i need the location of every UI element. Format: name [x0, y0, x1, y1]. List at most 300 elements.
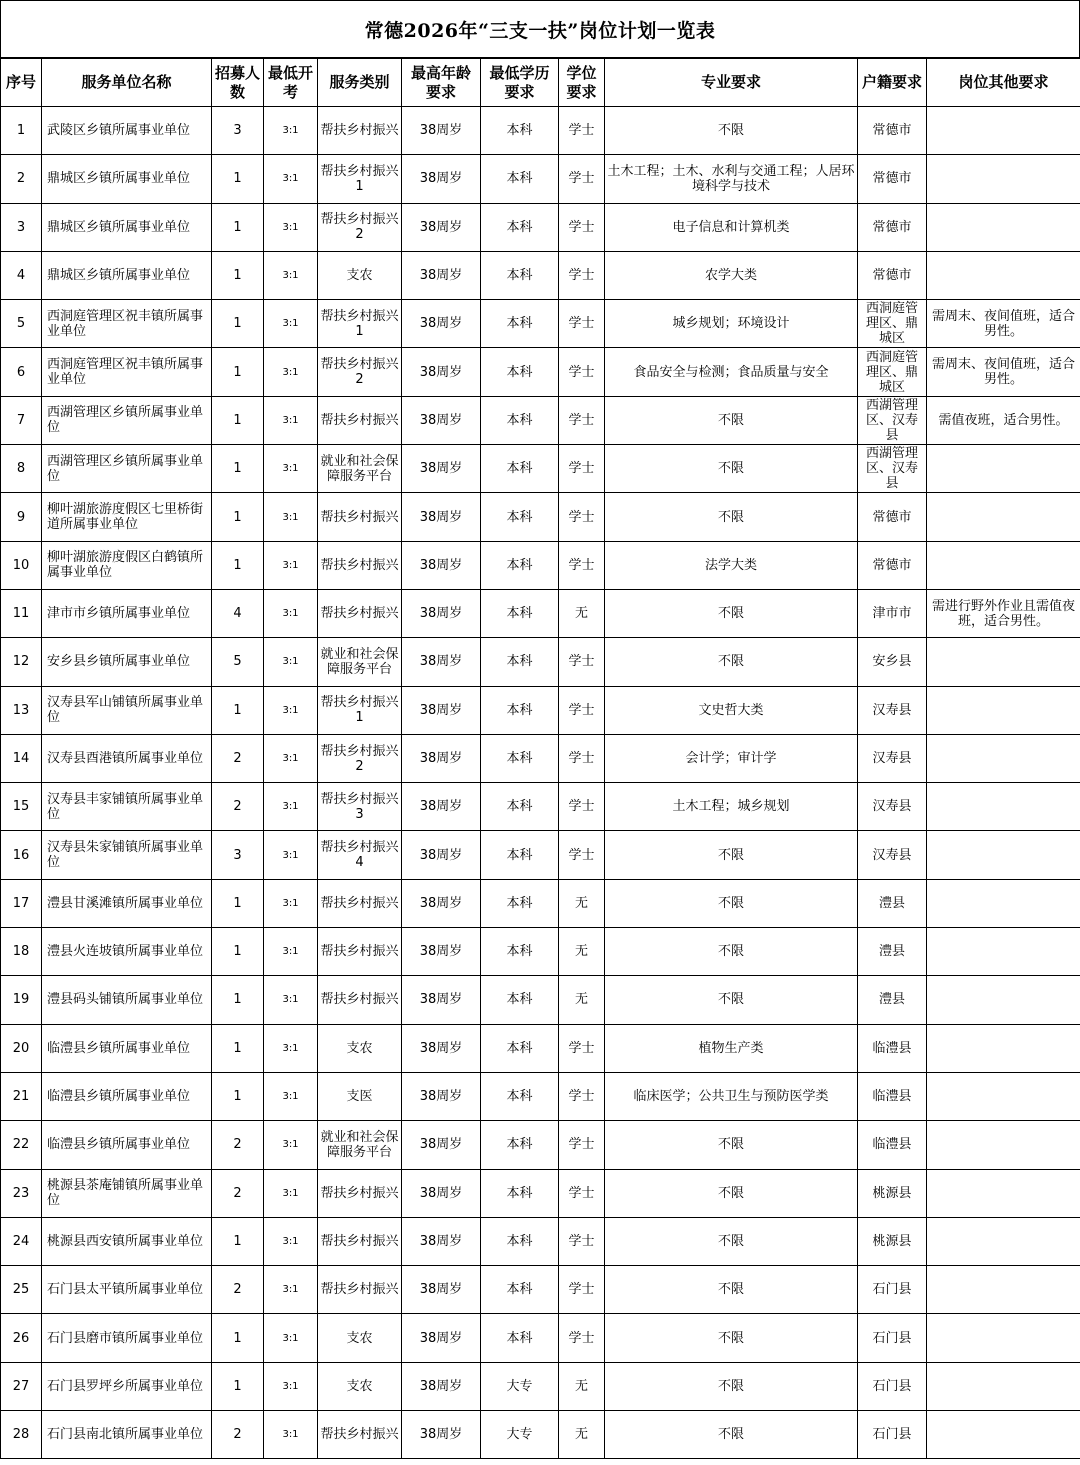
cell-edu: 本科 [481, 879, 559, 927]
cell-ratio: 3:1 [264, 638, 318, 686]
table-row [1, 1024, 1080, 1072]
cell-edu: 本科 [481, 107, 559, 155]
cell-type: 帮扶乡村振兴2 [318, 348, 402, 396]
cell-other [927, 1362, 1080, 1410]
cell-edu: 本科 [481, 493, 559, 541]
cell-other [927, 107, 1080, 155]
cell-unit: 武陵区乡镇所属事业单位 [42, 107, 212, 155]
cell-unit: 澧县甘溪滩镇所属事业单位 [42, 879, 212, 927]
cell-unit: 津市市乡镇所属事业单位 [42, 589, 212, 637]
cell-hukou: 西湖管理区、汉寿县 [858, 396, 927, 444]
cell-unit: 澧县火连坡镇所属事业单位 [42, 928, 212, 976]
cell-count: 1 [212, 300, 264, 348]
cell-other [927, 251, 1080, 299]
title-row [0, 0, 1080, 58]
cell-degree: 无 [559, 879, 605, 927]
cell-edu: 本科 [481, 445, 559, 493]
cell-count: 1 [212, 493, 264, 541]
cell-count: 1 [212, 879, 264, 927]
table-row [1, 734, 1080, 782]
cell-seq: 15 [1, 783, 42, 831]
cell-type: 帮扶乡村振兴 [318, 976, 402, 1024]
cell-count: 1 [212, 251, 264, 299]
cell-hukou: 临澧县 [858, 1121, 927, 1169]
cell-seq: 6 [1, 348, 42, 396]
cell-type: 帮扶乡村振兴3 [318, 783, 402, 831]
cell-major: 不限 [605, 1121, 858, 1169]
cell-major: 农学大类 [605, 251, 858, 299]
cell-hukou: 石门县 [858, 1314, 927, 1362]
cell-hukou: 石门县 [858, 1266, 927, 1314]
cell-count: 2 [212, 1121, 264, 1169]
cell-edu: 本科 [481, 686, 559, 734]
cell-major: 不限 [605, 493, 858, 541]
cell-major: 不限 [605, 445, 858, 493]
cell-ratio: 3:1 [264, 1411, 318, 1459]
cell-type: 帮扶乡村振兴 [318, 541, 402, 589]
cell-ratio: 3:1 [264, 1121, 318, 1169]
table-row [1, 589, 1080, 637]
cell-age: 38周岁 [402, 734, 481, 782]
cell-other [927, 879, 1080, 927]
cell-type: 帮扶乡村振兴1 [318, 155, 402, 203]
cell-other [927, 541, 1080, 589]
cell-age: 38周岁 [402, 1314, 481, 1362]
cell-count: 1 [212, 976, 264, 1024]
cell-unit: 汉寿县丰家铺镇所属事业单位 [42, 783, 212, 831]
cell-count: 3 [212, 831, 264, 879]
cell-ratio: 3:1 [264, 348, 318, 396]
cell-seq: 21 [1, 1072, 42, 1120]
cell-major: 食品安全与检测；食品质量与安全 [605, 348, 858, 396]
cell-hukou: 桃源县 [858, 1169, 927, 1217]
cell-degree: 学士 [559, 783, 605, 831]
cell-major: 植物生产类 [605, 1024, 858, 1072]
cell-hukou: 石门县 [858, 1411, 927, 1459]
cell-ratio: 3:1 [264, 107, 318, 155]
cell-edu: 本科 [481, 1121, 559, 1169]
cell-edu: 本科 [481, 1024, 559, 1072]
cell-age: 38周岁 [402, 638, 481, 686]
cell-other [927, 1072, 1080, 1120]
cell-hukou: 石门县 [858, 1362, 927, 1410]
cell-seq: 3 [1, 203, 42, 251]
cell-type: 帮扶乡村振兴 [318, 1217, 402, 1265]
cell-seq: 12 [1, 638, 42, 686]
cell-age: 38周岁 [402, 203, 481, 251]
cell-hukou: 汉寿县 [858, 783, 927, 831]
table-row [1, 783, 1080, 831]
cell-edu: 本科 [481, 203, 559, 251]
cell-unit: 临澧县乡镇所属事业单位 [42, 1121, 212, 1169]
cell-other [927, 1411, 1080, 1459]
cell-unit: 桃源县茶庵铺镇所属事业单位 [42, 1169, 212, 1217]
cell-type: 帮扶乡村振兴 [318, 493, 402, 541]
cell-other: 需值夜班，适合男性。 [927, 396, 1080, 444]
cell-unit: 鼎城区乡镇所属事业单位 [42, 203, 212, 251]
cell-unit: 鼎城区乡镇所属事业单位 [42, 251, 212, 299]
cell-major: 不限 [605, 976, 858, 1024]
cell-other [927, 1024, 1080, 1072]
cell-unit: 柳叶湖旅游度假区白鹤镇所属事业单位 [42, 541, 212, 589]
cell-age: 38周岁 [402, 783, 481, 831]
cell-seq: 9 [1, 493, 42, 541]
table-row [1, 396, 1080, 444]
cell-age: 38周岁 [402, 879, 481, 927]
cell-unit: 石门县南北镇所属事业单位 [42, 1411, 212, 1459]
cell-hukou: 安乡县 [858, 638, 927, 686]
cell-ratio: 3:1 [264, 1169, 318, 1217]
cell-type: 支农 [318, 1362, 402, 1410]
cell-count: 2 [212, 734, 264, 782]
cell-major: 不限 [605, 831, 858, 879]
cell-ratio: 3:1 [264, 203, 318, 251]
cell-hukou: 西湖管理区、汉寿县 [858, 445, 927, 493]
cell-hukou: 桃源县 [858, 1217, 927, 1265]
cell-hukou: 西洞庭管理区、鼎城区 [858, 348, 927, 396]
cell-edu: 本科 [481, 831, 559, 879]
cell-other [927, 155, 1080, 203]
cell-unit: 西湖管理区乡镇所属事业单位 [42, 445, 212, 493]
cell-count: 1 [212, 1362, 264, 1410]
cell-type: 帮扶乡村振兴1 [318, 686, 402, 734]
cell-seq: 23 [1, 1169, 42, 1217]
cell-edu: 本科 [481, 1266, 559, 1314]
cell-other [927, 493, 1080, 541]
header-ratio: 最低开考 [264, 59, 318, 107]
cell-seq: 13 [1, 686, 42, 734]
cell-unit: 汉寿县军山铺镇所属事业单位 [42, 686, 212, 734]
cell-count: 1 [212, 686, 264, 734]
cell-count: 4 [212, 589, 264, 637]
cell-count: 1 [212, 1217, 264, 1265]
cell-edu: 本科 [481, 783, 559, 831]
cell-degree: 学士 [559, 1072, 605, 1120]
cell-unit: 汉寿县朱家铺镇所属事业单位 [42, 831, 212, 879]
cell-other [927, 928, 1080, 976]
cell-ratio: 3:1 [264, 589, 318, 637]
cell-degree: 学士 [559, 686, 605, 734]
cell-hukou: 澧县 [858, 879, 927, 927]
cell-degree: 学士 [559, 1217, 605, 1265]
cell-major: 不限 [605, 638, 858, 686]
cell-hukou: 临澧县 [858, 1024, 927, 1072]
cell-degree: 无 [559, 1411, 605, 1459]
cell-major: 会计学；审计学 [605, 734, 858, 782]
table-row [1, 686, 1080, 734]
cell-edu: 本科 [481, 155, 559, 203]
cell-unit: 柳叶湖旅游度假区七里桥街道所属事业单位 [42, 493, 212, 541]
table-header [1, 59, 1080, 107]
cell-unit: 桃源县西安镇所属事业单位 [42, 1217, 212, 1265]
cell-count: 1 [212, 928, 264, 976]
cell-count: 1 [212, 541, 264, 589]
cell-unit: 澧县码头铺镇所属事业单位 [42, 976, 212, 1024]
table-row [1, 251, 1080, 299]
cell-other [927, 1314, 1080, 1362]
cell-degree: 学士 [559, 1121, 605, 1169]
cell-type: 帮扶乡村振兴2 [318, 734, 402, 782]
cell-seq: 28 [1, 1411, 42, 1459]
cell-unit: 石门县磨市镇所属事业单位 [42, 1314, 212, 1362]
cell-hukou: 常德市 [858, 493, 927, 541]
cell-degree: 学士 [559, 1024, 605, 1072]
header-seq: 序号 [1, 59, 42, 107]
cell-edu: 本科 [481, 541, 559, 589]
cell-count: 1 [212, 203, 264, 251]
cell-age: 38周岁 [402, 831, 481, 879]
cell-seq: 17 [1, 879, 42, 927]
cell-hukou: 常德市 [858, 541, 927, 589]
table-row [1, 348, 1080, 396]
cell-major: 不限 [605, 1266, 858, 1314]
table-row [1, 1169, 1080, 1217]
cell-ratio: 3:1 [264, 1072, 318, 1120]
cell-hukou: 澧县 [858, 976, 927, 1024]
cell-seq: 11 [1, 589, 42, 637]
cell-seq: 25 [1, 1266, 42, 1314]
cell-edu: 本科 [481, 976, 559, 1024]
cell-age: 38周岁 [402, 493, 481, 541]
cell-ratio: 3:1 [264, 1024, 318, 1072]
cell-degree: 无 [559, 976, 605, 1024]
cell-major: 电子信息和计算机类 [605, 203, 858, 251]
header-hukou: 户籍要求 [858, 59, 927, 107]
cell-hukou: 汉寿县 [858, 734, 927, 782]
cell-degree: 学士 [559, 203, 605, 251]
cell-major: 不限 [605, 396, 858, 444]
cell-hukou: 常德市 [858, 155, 927, 203]
cell-seq: 7 [1, 396, 42, 444]
cell-other [927, 686, 1080, 734]
cell-degree: 学士 [559, 445, 605, 493]
cell-other [927, 445, 1080, 493]
cell-count: 1 [212, 1072, 264, 1120]
cell-degree: 无 [559, 589, 605, 637]
cell-degree: 学士 [559, 348, 605, 396]
cell-type: 支农 [318, 1024, 402, 1072]
cell-age: 38周岁 [402, 1121, 481, 1169]
cell-unit: 石门县罗坪乡所属事业单位 [42, 1362, 212, 1410]
table-row [1, 928, 1080, 976]
cell-other [927, 638, 1080, 686]
cell-type: 帮扶乡村振兴2 [318, 203, 402, 251]
cell-count: 5 [212, 638, 264, 686]
table-row [1, 203, 1080, 251]
cell-ratio: 3:1 [264, 155, 318, 203]
cell-age: 38周岁 [402, 1411, 481, 1459]
cell-major: 不限 [605, 107, 858, 155]
cell-degree: 学士 [559, 638, 605, 686]
cell-degree: 学士 [559, 107, 605, 155]
cell-type: 帮扶乡村振兴 [318, 107, 402, 155]
cell-age: 38周岁 [402, 1072, 481, 1120]
cell-seq: 16 [1, 831, 42, 879]
cell-ratio: 3:1 [264, 879, 318, 927]
cell-seq: 24 [1, 1217, 42, 1265]
cell-major: 临床医学；公共卫生与预防医学类 [605, 1072, 858, 1120]
cell-other [927, 1121, 1080, 1169]
cell-degree: 学士 [559, 493, 605, 541]
cell-major: 城乡规划；环境设计 [605, 300, 858, 348]
header-degree: 学位要求 [559, 59, 605, 107]
cell-major: 不限 [605, 1217, 858, 1265]
table-row [1, 445, 1080, 493]
cell-unit: 汉寿县酉港镇所属事业单位 [42, 734, 212, 782]
page-title: 常德2026年“三支一扶”岗位计划一览表 [364, 19, 716, 42]
cell-edu: 大专 [481, 1411, 559, 1459]
cell-age: 38周岁 [402, 1024, 481, 1072]
cell-unit: 西洞庭管理区祝丰镇所属事业单位 [42, 348, 212, 396]
cell-ratio: 3:1 [264, 1266, 318, 1314]
table-row [1, 638, 1080, 686]
header-other: 岗位其他要求 [927, 59, 1080, 107]
cell-type: 帮扶乡村振兴1 [318, 300, 402, 348]
cell-edu: 本科 [481, 348, 559, 396]
cell-age: 38周岁 [402, 928, 481, 976]
cell-other [927, 1169, 1080, 1217]
cell-seq: 1 [1, 107, 42, 155]
cell-ratio: 3:1 [264, 251, 318, 299]
cell-count: 1 [212, 155, 264, 203]
cell-hukou: 汉寿县 [858, 831, 927, 879]
cell-count: 2 [212, 1169, 264, 1217]
cell-ratio: 3:1 [264, 541, 318, 589]
cell-type: 帮扶乡村振兴 [318, 1266, 402, 1314]
table-row [1, 1121, 1080, 1169]
cell-count: 1 [212, 1024, 264, 1072]
cell-unit: 西湖管理区乡镇所属事业单位 [42, 396, 212, 444]
cell-count: 1 [212, 396, 264, 444]
cell-seq: 10 [1, 541, 42, 589]
cell-seq: 2 [1, 155, 42, 203]
cell-degree: 无 [559, 928, 605, 976]
cell-type: 帮扶乡村振兴 [318, 1169, 402, 1217]
cell-count: 1 [212, 445, 264, 493]
cell-type: 支农 [318, 1314, 402, 1362]
table-row [1, 976, 1080, 1024]
cell-degree: 学士 [559, 251, 605, 299]
cell-age: 38周岁 [402, 686, 481, 734]
table-row [1, 879, 1080, 927]
cell-degree: 学士 [559, 300, 605, 348]
table-row [1, 155, 1080, 203]
table-row [1, 1411, 1080, 1459]
cell-age: 38周岁 [402, 396, 481, 444]
cell-type: 帮扶乡村振兴 [318, 928, 402, 976]
cell-hukou: 西洞庭管理区、鼎城区 [858, 300, 927, 348]
cell-major: 土木工程；土木、水利与交通工程；人居环境科学与技术 [605, 155, 858, 203]
cell-edu: 本科 [481, 928, 559, 976]
table-row [1, 541, 1080, 589]
cell-other: 需周末、夜间值班，适合男性。 [927, 300, 1080, 348]
cell-degree: 学士 [559, 831, 605, 879]
cell-age: 38周岁 [402, 1169, 481, 1217]
cell-hukou: 澧县 [858, 928, 927, 976]
header-edu: 最低学历要求 [481, 59, 559, 107]
cell-hukou: 常德市 [858, 203, 927, 251]
cell-ratio: 3:1 [264, 1362, 318, 1410]
cell-major: 不限 [605, 879, 858, 927]
cell-count: 3 [212, 107, 264, 155]
cell-seq: 4 [1, 251, 42, 299]
cell-edu: 本科 [481, 638, 559, 686]
cell-type: 帮扶乡村振兴 [318, 879, 402, 927]
cell-age: 38周岁 [402, 1217, 481, 1265]
cell-ratio: 3:1 [264, 928, 318, 976]
cell-type: 支农 [318, 251, 402, 299]
cell-ratio: 3:1 [264, 445, 318, 493]
table-row [1, 493, 1080, 541]
table-row [1, 107, 1080, 155]
cell-age: 38周岁 [402, 348, 481, 396]
cell-hukou: 常德市 [858, 251, 927, 299]
table-row [1, 1266, 1080, 1314]
cell-ratio: 3:1 [264, 976, 318, 1024]
cell-other [927, 1266, 1080, 1314]
cell-seq: 14 [1, 734, 42, 782]
cell-other [927, 1217, 1080, 1265]
cell-other: 需周末、夜间值班，适合男性。 [927, 348, 1080, 396]
cell-major: 法学大类 [605, 541, 858, 589]
cell-ratio: 3:1 [264, 1217, 318, 1265]
cell-age: 38周岁 [402, 107, 481, 155]
cell-type: 就业和社会保障服务平台 [318, 445, 402, 493]
cell-seq: 26 [1, 1314, 42, 1362]
cell-hukou: 汉寿县 [858, 686, 927, 734]
table-row [1, 1314, 1080, 1362]
cell-age: 38周岁 [402, 1362, 481, 1410]
table-row [1, 831, 1080, 879]
cell-degree: 学士 [559, 155, 605, 203]
cell-ratio: 3:1 [264, 734, 318, 782]
cell-type: 就业和社会保障服务平台 [318, 1121, 402, 1169]
cell-hukou: 津市市 [858, 589, 927, 637]
positions-table [0, 58, 1080, 1459]
cell-major: 不限 [605, 1411, 858, 1459]
cell-seq: 19 [1, 976, 42, 1024]
cell-major: 不限 [605, 589, 858, 637]
cell-edu: 本科 [481, 1217, 559, 1265]
cell-edu: 本科 [481, 734, 559, 782]
cell-hukou: 常德市 [858, 107, 927, 155]
cell-edu: 本科 [481, 1169, 559, 1217]
cell-age: 38周岁 [402, 541, 481, 589]
header-age: 最高年龄要求 [402, 59, 481, 107]
cell-seq: 27 [1, 1362, 42, 1410]
cell-ratio: 3:1 [264, 493, 318, 541]
header-count: 招募人数 [212, 59, 264, 107]
cell-ratio: 3:1 [264, 783, 318, 831]
cell-seq: 5 [1, 300, 42, 348]
cell-other: 需进行野外作业且需值夜班，适合男性。 [927, 589, 1080, 637]
cell-type: 支医 [318, 1072, 402, 1120]
cell-age: 38周岁 [402, 155, 481, 203]
cell-major: 不限 [605, 928, 858, 976]
cell-edu: 本科 [481, 251, 559, 299]
table-row [1, 300, 1080, 348]
cell-type: 就业和社会保障服务平台 [318, 638, 402, 686]
cell-other [927, 734, 1080, 782]
cell-edu: 本科 [481, 300, 559, 348]
cell-seq: 18 [1, 928, 42, 976]
cell-count: 2 [212, 1266, 264, 1314]
cell-other [927, 783, 1080, 831]
cell-major: 不限 [605, 1362, 858, 1410]
cell-degree: 学士 [559, 1314, 605, 1362]
cell-age: 38周岁 [402, 1266, 481, 1314]
cell-edu: 本科 [481, 1072, 559, 1120]
